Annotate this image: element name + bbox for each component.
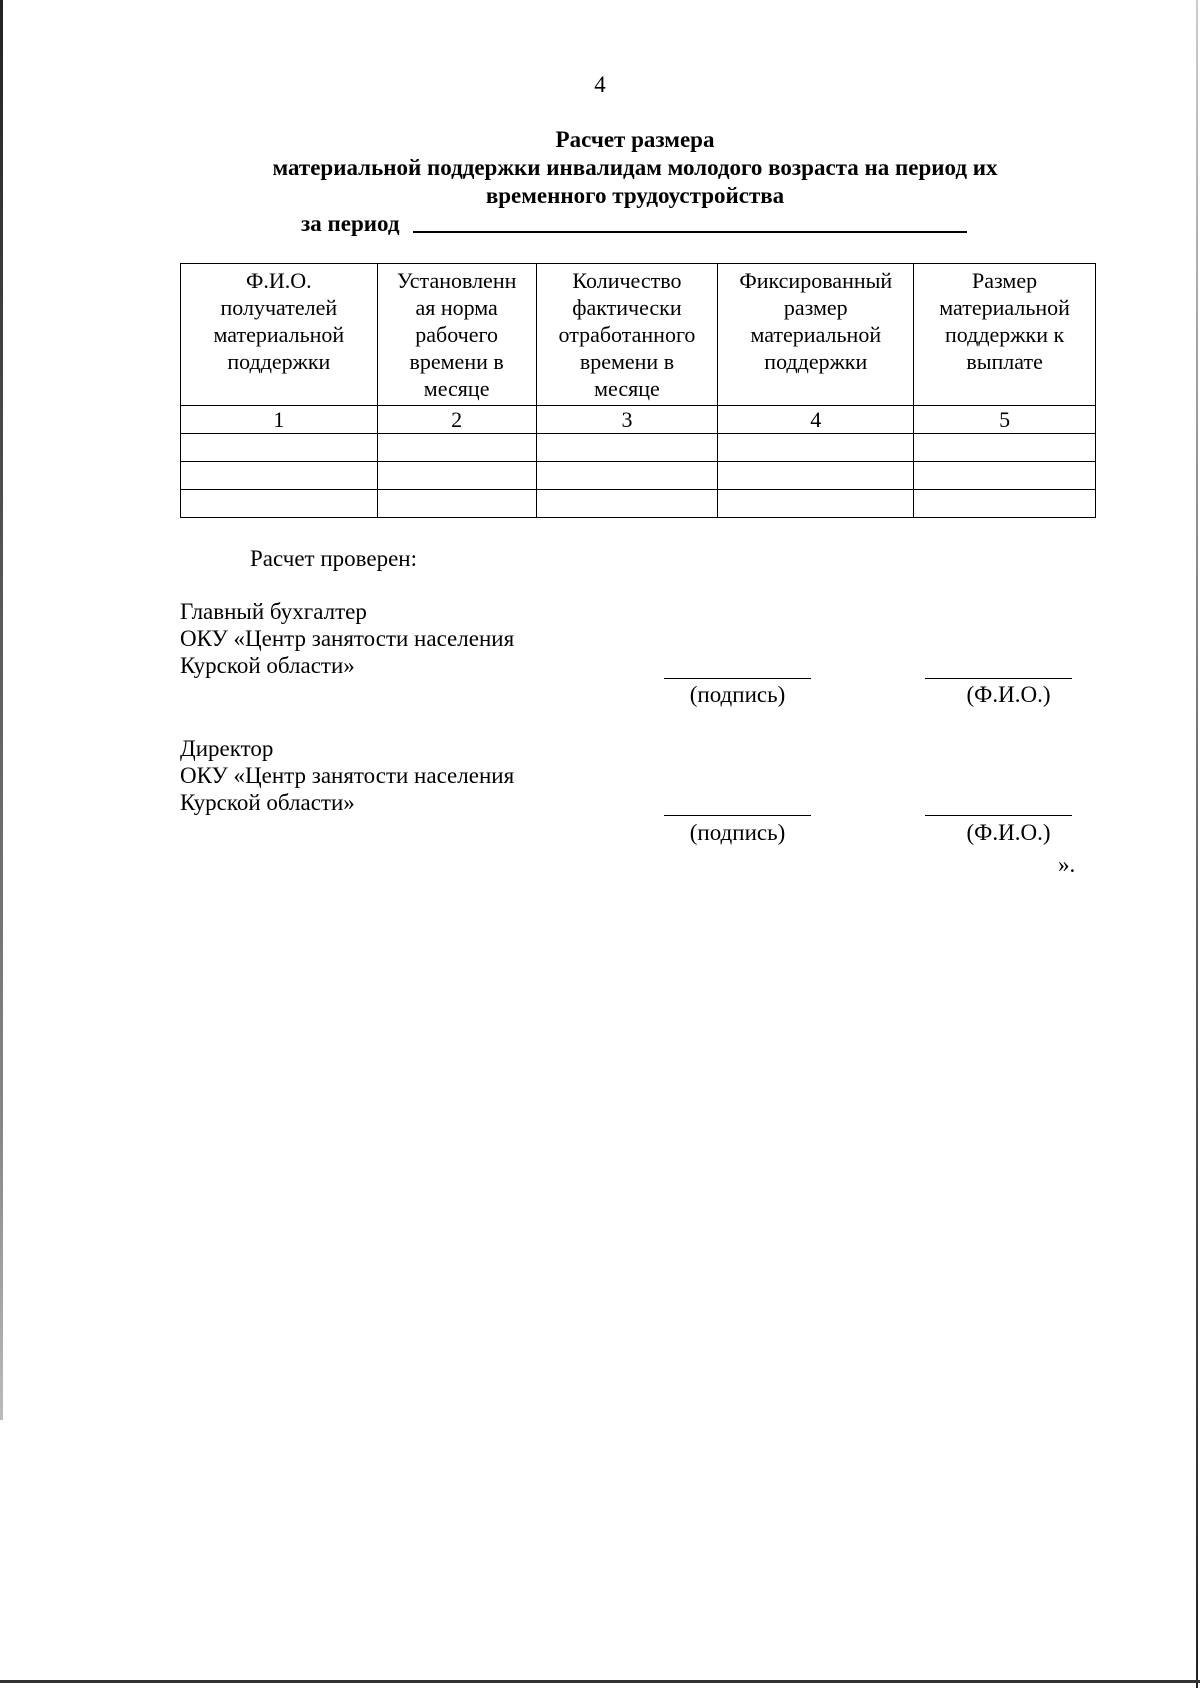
document-title [180,126,1090,210]
header-text: материальной [213,322,345,347]
signatory-position: Директор [180,736,274,761]
column-number: 4 [718,406,914,434]
scan-edge-left [0,0,3,1420]
title-line-1: Расчет размера [555,127,715,152]
period-blank-line [413,231,967,233]
header-text: времени в [409,349,504,374]
scan-edge-right [1196,0,1198,1688]
header-text: поддержки [764,349,868,374]
header-fixed-support [718,264,914,406]
header-text: Установленн [396,268,517,293]
header-text: Количество [572,268,682,293]
table-cell [718,462,914,490]
table-cell [536,490,718,518]
signatory-org-line-2: Курской области» [180,653,355,678]
signature-line [664,678,811,679]
header-text: выплате [966,349,1043,374]
header-text: месяце [423,376,490,401]
column-number: 1 [181,406,378,434]
column-number: 3 [536,406,718,434]
header-text: Ф.И.О. [246,268,312,293]
header-text: материальной [750,322,882,347]
header-recipient-name [181,264,378,406]
header-text: рабочего [415,322,498,347]
header-text: материальной [939,295,1070,320]
table-header-row [181,264,1096,406]
table-row [181,490,1096,518]
column-number-row [181,406,1096,434]
column-number: 2 [377,406,536,434]
header-text: поддержки к [945,322,1065,347]
signature-caption: (подпись) [689,682,786,707]
table-cell [536,462,718,490]
signatory-org-line-2: Курской области» [180,790,355,815]
calculation-checked-label: Расчет проверен: [250,546,417,571]
table-cell [181,490,378,518]
calculation-table [180,263,1096,518]
table-cell [181,462,378,490]
header-norm-hours [377,264,536,406]
header-payout-amount [914,264,1096,406]
table-cell [914,462,1096,490]
header-text: получателей [220,295,338,320]
header-text: Размер [972,268,1038,293]
name-caption: (Ф.И.О.) [966,682,1051,707]
header-text: времени в [579,349,675,374]
header-text: отработанного [558,322,696,347]
table-cell [536,434,718,462]
column-number: 5 [914,406,1096,434]
page-number: 4 [594,72,606,97]
header-text: месяце [594,376,660,401]
header-text: поддержки [227,349,331,374]
table-cell [181,434,378,462]
header-actual-hours [536,264,718,406]
period-label: за период [301,211,400,236]
table-cell [718,490,914,518]
title-line-2: материальной поддержки инвалидам молодого возраста на период их [272,155,998,180]
signature-line [664,815,811,816]
signature-caption: (подпись) [689,820,786,845]
table-cell [377,462,536,490]
closing-quote-mark: ». [1058,852,1076,877]
signatory-org-line-1: ОКУ «Центр занятости населения [180,763,515,788]
title-line-3: временного трудоустройства [485,183,785,208]
header-text: фактически [572,295,682,320]
table-cell [914,434,1096,462]
table-cell [377,434,536,462]
signatory-position: Главный бухгалтер [180,599,367,624]
table-cell [377,490,536,518]
signatory-director [180,735,514,816]
table-cell [718,434,914,462]
signatory-chief-accountant [180,598,514,679]
header-text: Фиксированный [739,268,893,293]
header-text: ая норма [415,295,498,320]
signatory-org-line-1: ОКУ «Центр занятости населения [180,626,515,651]
name-caption: (Ф.И.О.) [966,820,1051,845]
scan-edge-bottom [0,1680,1200,1683]
name-line [925,678,1072,679]
table-cell [914,490,1096,518]
table-row [181,434,1096,462]
name-line [925,815,1072,816]
header-text: размер [783,295,848,320]
table-row [181,462,1096,490]
